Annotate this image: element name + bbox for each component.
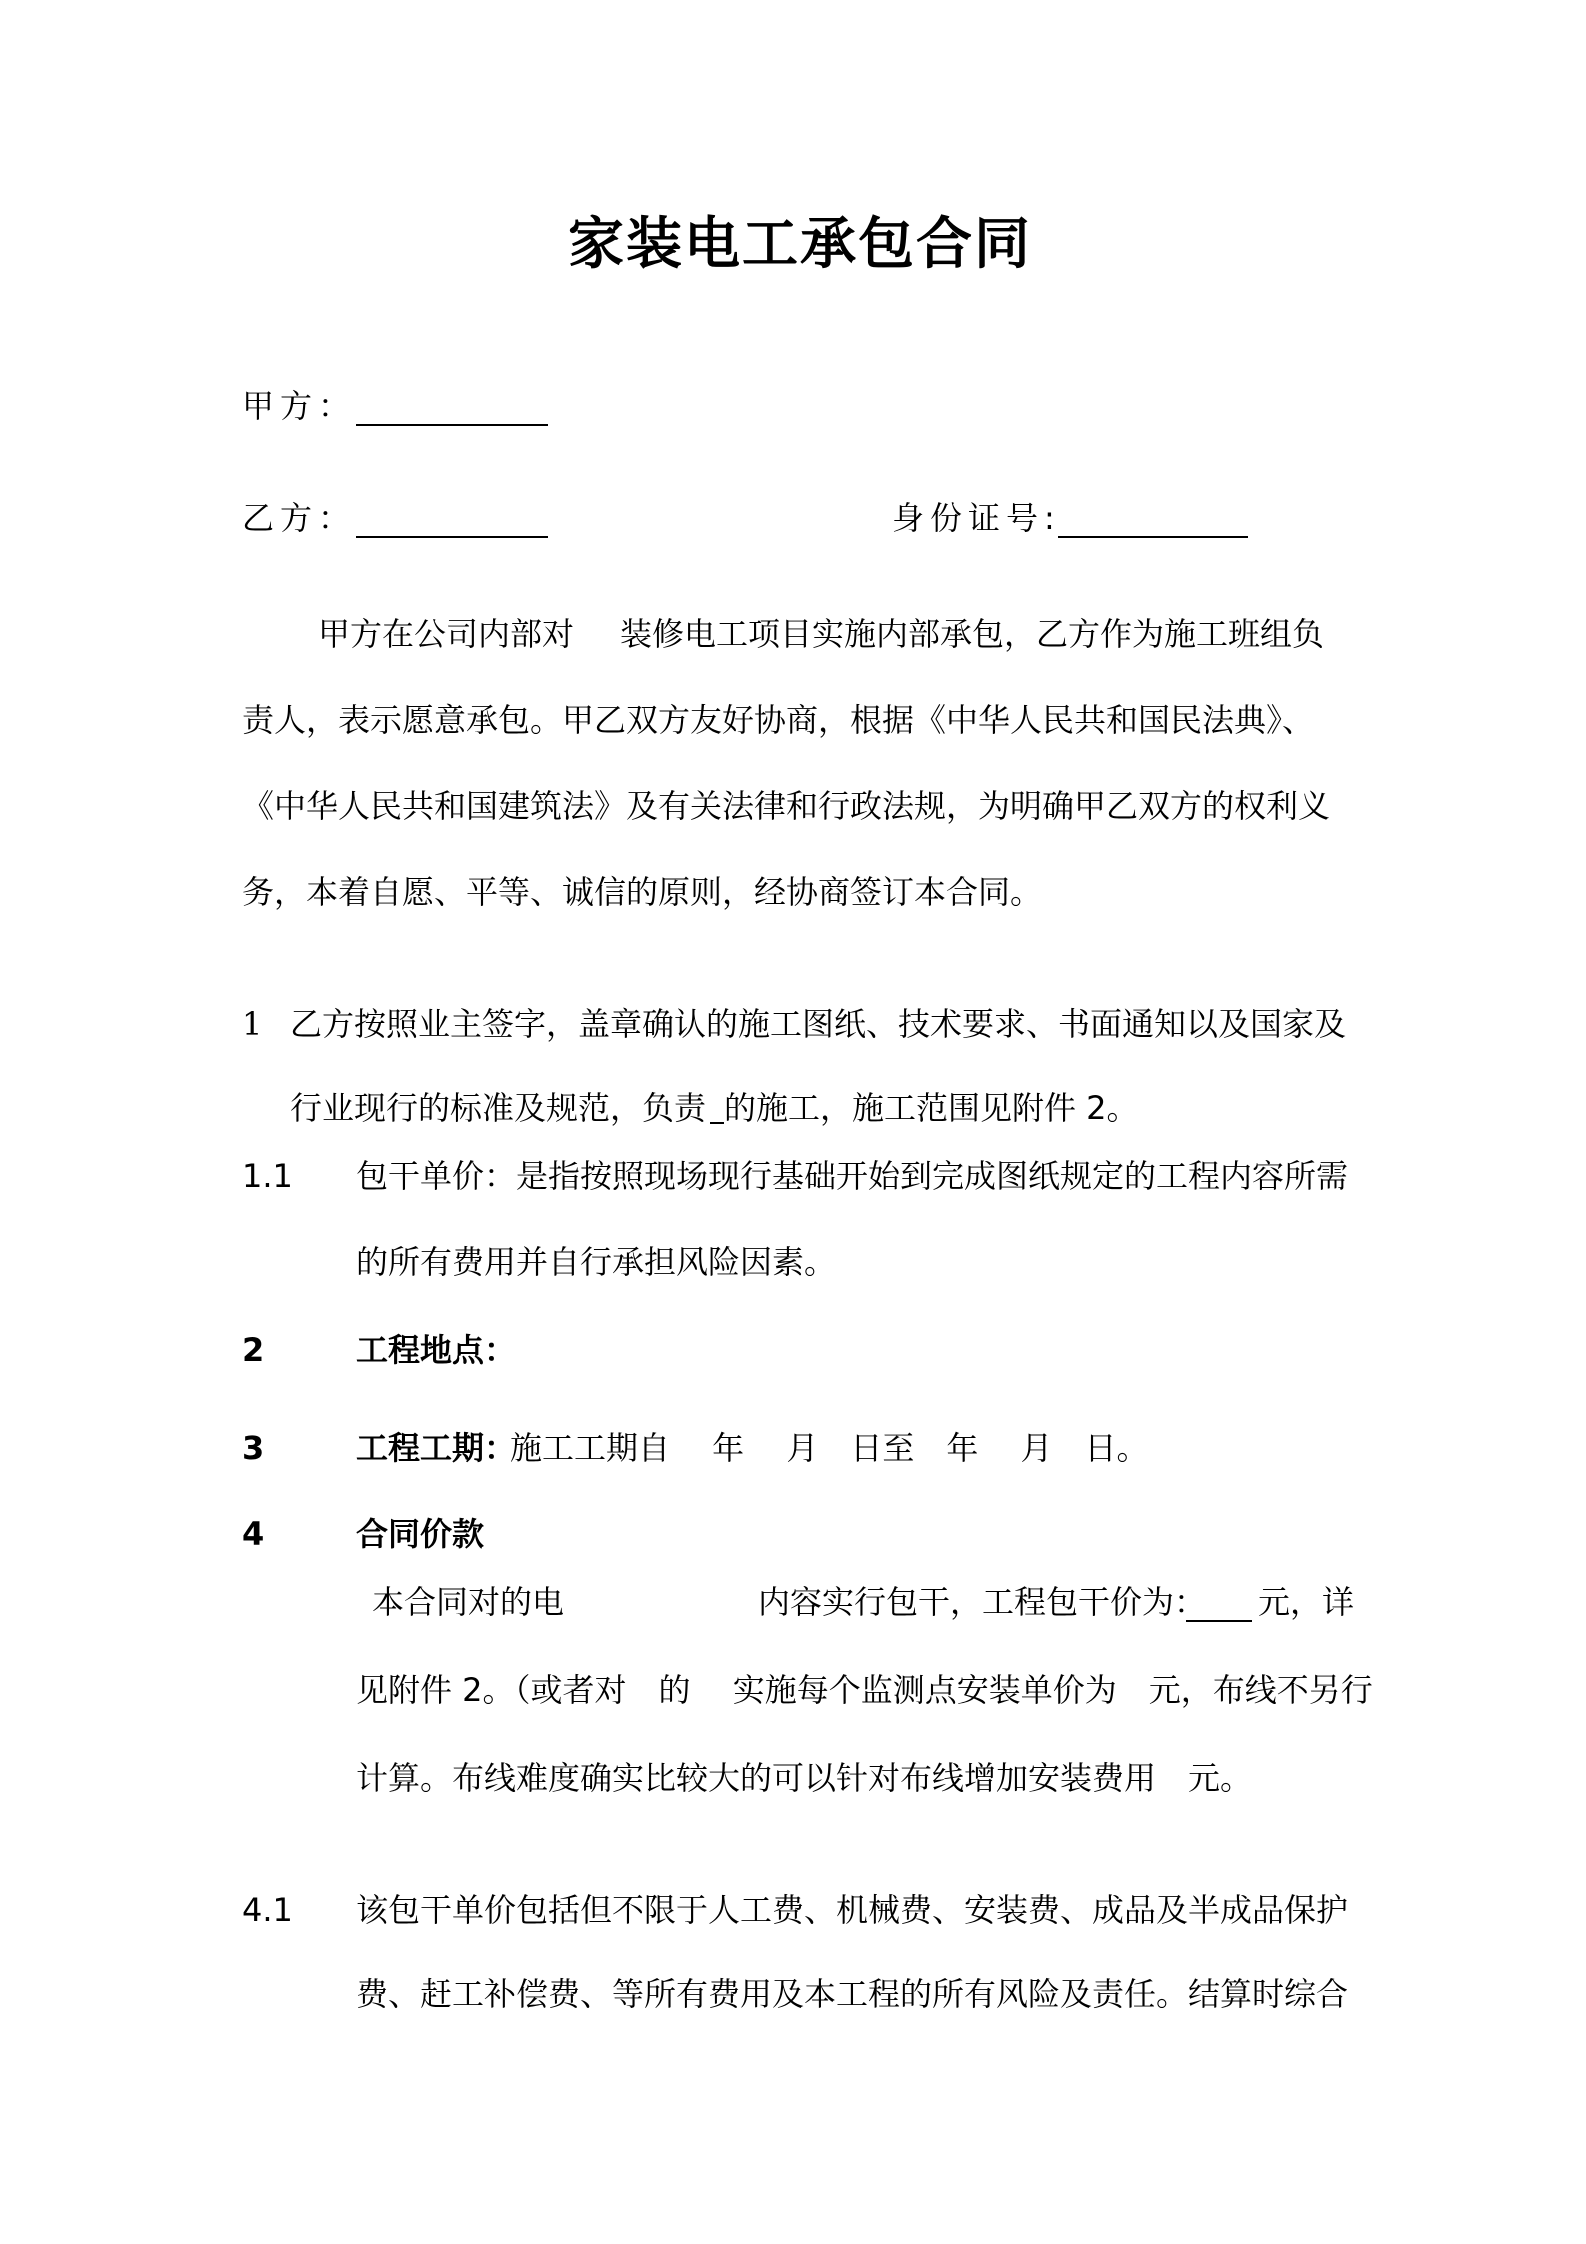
clause-4-number: 4 xyxy=(242,1515,265,1553)
clause-4-line-3: 计算。布线难度确实比较大的可以针对布线增加安装费用 元。 xyxy=(356,1759,1253,1797)
intro-line-2: 责人，表示愿意承包。甲乙双方友好协商，根据《中华人民共和国民法典》、 xyxy=(242,701,1315,739)
clause-2-label: 工程地点： xyxy=(356,1331,517,1369)
clause-1-blank xyxy=(710,1090,724,1124)
party-a-blank xyxy=(356,390,548,426)
clause-4-1-number: 4.1 xyxy=(242,1891,293,1929)
clause-4-line-2: 见附件 2。（或者对 的 实施每个监测点安装单价为 元，布线不另行 xyxy=(356,1671,1373,1709)
party-b-blank xyxy=(356,502,548,538)
clause-1-number: 1 xyxy=(242,1005,263,1043)
clause-4-label: 合同价款 xyxy=(356,1515,485,1553)
clause-1-line-2a: 行业现行的标准及规范，负责 xyxy=(290,1089,707,1127)
clause-1-line-2b: 的施工，施工范围见附件 2。 xyxy=(724,1089,1139,1127)
clause-4-1-line-2: 费、赶工补偿费、等所有费用及本工程的所有风险及责任。结算时综合 xyxy=(356,1975,1349,2013)
clause-1-1-line-2: 的所有费用并自行承担风险因素。 xyxy=(356,1243,837,1281)
party-b-label: 乙方： xyxy=(242,499,357,537)
clause-3-text: 施工工期自 年 月 日至 年 月 日。 xyxy=(510,1429,1149,1467)
clause-2-number: 2 xyxy=(242,1331,265,1369)
clause-1-1-number: 1.1 xyxy=(242,1157,293,1195)
id-number-blank xyxy=(1058,502,1248,538)
intro-line-4: 务，本着自愿、平等、诚信的原则，经协商签订本合同。 xyxy=(242,873,1043,911)
intro-line-1b: 装修电工项目实施内部承包，乙方作为施工班组负 xyxy=(620,615,1325,653)
clause-4-line-1b: 内容实行包干，工程包干价为： xyxy=(758,1583,1207,1621)
clause-4-line-1c: 元，详 xyxy=(1258,1583,1355,1621)
clause-3-label: 工程工期： xyxy=(356,1429,517,1467)
clause-1-1-line-1: 包干单价：是指按照现场现行基础开始到完成图纸规定的工程内容所需 xyxy=(356,1157,1349,1195)
clause-4-1-line-1: 该包干单价包括但不限于人工费、机械费、安装费、成品及半成品保护 xyxy=(356,1891,1349,1929)
intro-line-1a: 甲方在公司内部对 xyxy=(318,615,575,653)
id-number-label: 身份证号: xyxy=(892,499,1061,537)
clause-1-line-1: 乙方按照业主签字，盖章确认的施工图纸、技术要求、书面通知以及国家及 xyxy=(290,1005,1347,1043)
page-title: 家装电工承包合同 xyxy=(568,212,1032,277)
party-a-label: 甲方： xyxy=(242,387,357,425)
clause-3-number: 3 xyxy=(242,1429,265,1467)
clause-4-line-1a: 本合同对的电 xyxy=(372,1583,565,1621)
intro-line-3: 《中华人民共和国建筑法》及有关法律和行政法规，为明确甲乙双方的权利义 xyxy=(242,787,1331,825)
contract-price-blank xyxy=(1186,1584,1252,1622)
